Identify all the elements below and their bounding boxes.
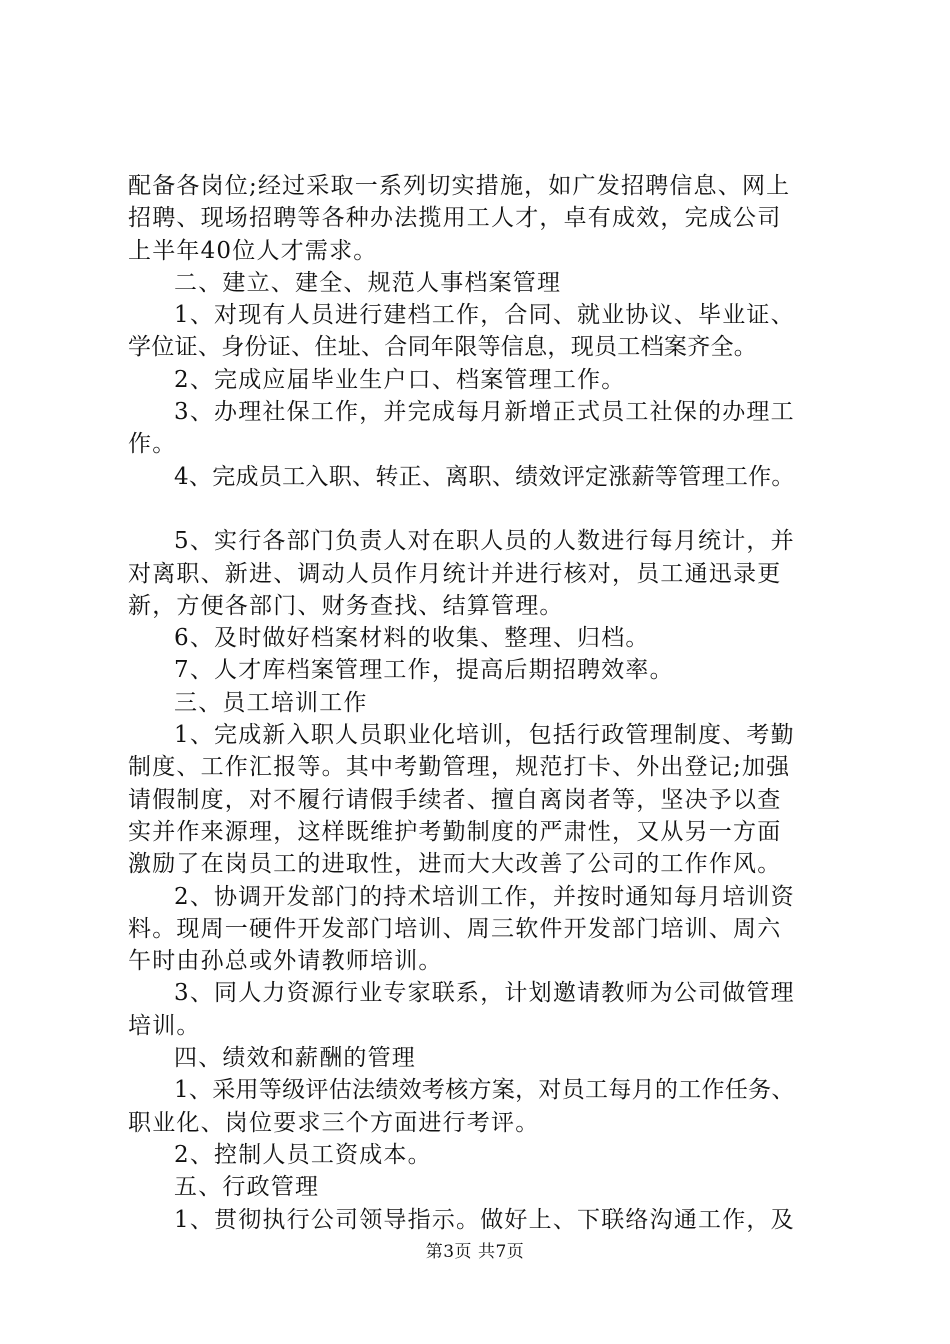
text-line: 3、同人力资源行业专家联系，计划邀请教师为公司做管理 [174,980,795,1007]
text-line: 作。 [128,431,177,458]
text-line: 2、控制人员工资成本。 [174,1141,432,1168]
page-number-footer: 第3页 共7页 [425,1242,525,1262]
text-line: 配备各岗位;经过采取一系列切实措施，如广发招聘信息、网上 [128,173,791,199]
text-line: 1、对现有人员进行建档工作，合同、就业协议、毕业证、 [174,302,795,329]
text-line: 职业化、岗位要求三个方面进行考评。 [128,1109,540,1136]
text-line: 招聘、现场招聘等各种办法揽用工人才，卓有成效，完成公司 [128,205,782,232]
text-line: 7、人才库档案管理工作，提高后期招聘效率。 [174,657,674,684]
text-line: 激励了在岗员工的进取性，进而大大改善了公司的工作作风。 [128,851,782,878]
section-heading: 五、行政管理 [174,1174,320,1201]
text-line: 实并作来源理，这样既维护考勤制度的严肃性，又从另一方面 [128,818,782,845]
section-heading: 四、绩效和薪酬的管理 [174,1045,416,1072]
text-line: 2、完成应届毕业生户口、档案管理工作。 [174,366,626,393]
text-line: 上半年40位人才需求。 [128,237,378,264]
text-line: 5、实行各部门负责人对在职人员的人数进行每月统计，并 [174,528,795,555]
text-line: 3、办理社保工作，并完成每月新增正式员工社保的办理工 [174,399,795,426]
text-line: 4、完成员工入职、转正、离职、绩效评定涨薪等管理工作。 [174,463,795,490]
text-line: 6、及时做好档案材料的收集、整理、归档。 [174,625,650,652]
text-line: 对离职、新进、调动人员作月统计并进行核对，员工通迅录更 [128,560,782,587]
blank-line [128,493,844,525]
text-line: 制度、工作汇报等。其中考勤管理，规范打卡、外出登记;加强 [128,754,791,781]
text-line: 1、贯彻执行公司领导指示。做好上、下联络沟通工作，及 [174,1206,795,1233]
text-line: 学位证、身份证、住址、合同年限等信息，现员工档案齐全。 [128,334,758,361]
text-line: 2、协调开发部门的持术培训工作，并按时通知每月培训资 [174,883,795,910]
document-body [128,170,844,1236]
text-line: 请假制度，对不履行请假手续者、擅自离岗者等，坚决予以查 [128,786,782,813]
text-line: 1、完成新入职人员职业化培训，包括行政管理制度、考勤 [174,722,795,749]
text-line: 1、采用等级评估法绩效考核方案，对员工每月的工作任务、 [174,1077,795,1104]
section-heading: 二、建立、建全、规范人事档案管理 [174,269,562,296]
text-line: 培训。 [128,1012,201,1039]
text-line: 午时由孙总或外请教师培训。 [128,948,443,975]
text-line: 料。现周一硬件开发部门培训、周三软件开发部门培训、周六 [128,915,782,942]
section-heading: 三、员工培训工作 [174,689,368,716]
text-line: 新，方便各部门、财务查找、结算管理。 [128,592,564,619]
